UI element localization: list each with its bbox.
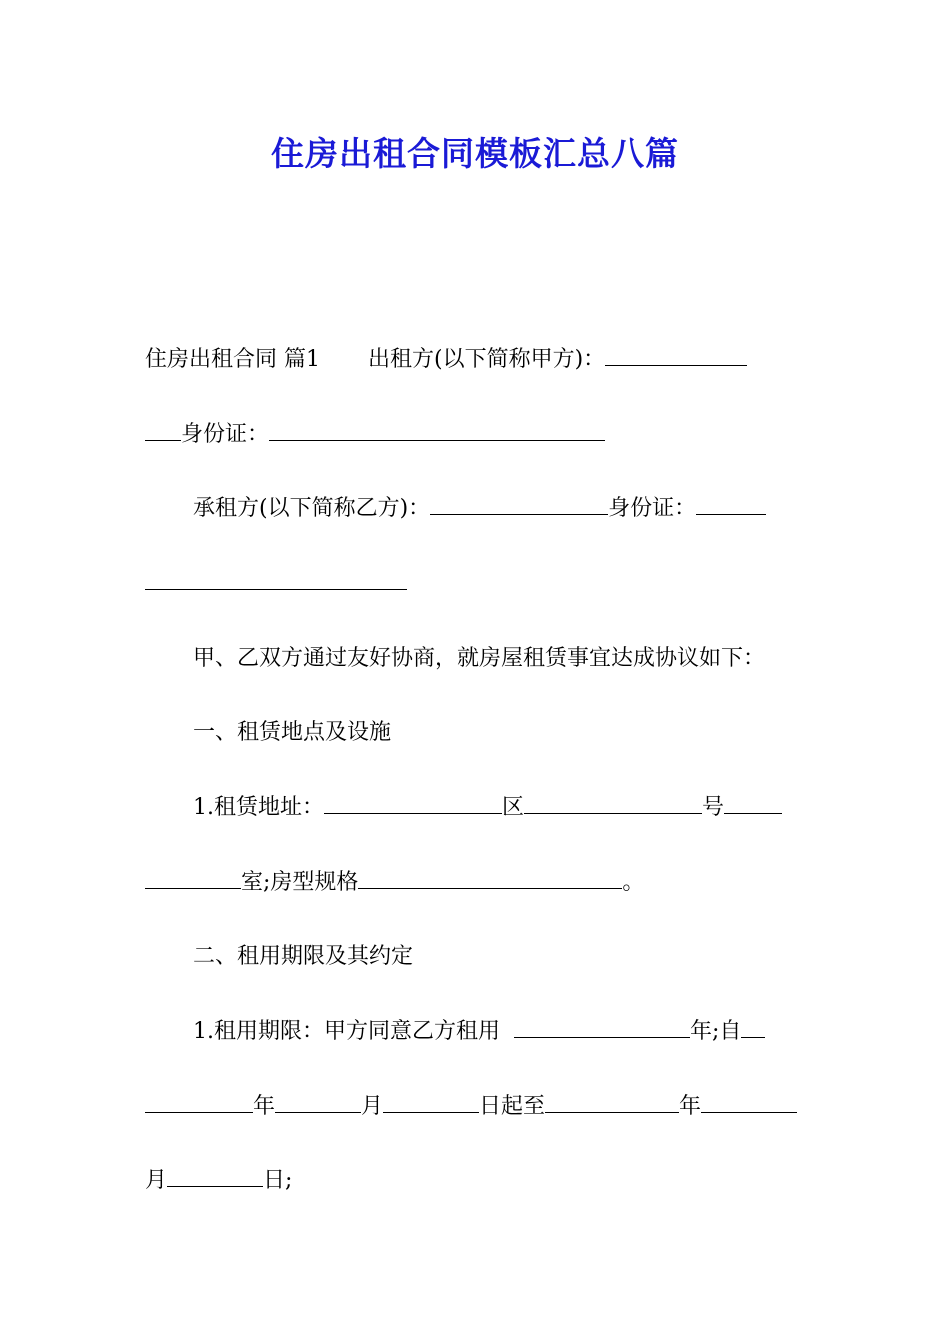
text-line-room (145, 868, 644, 898)
section-heading-2 (193, 942, 413, 972)
section-2-title: 二、租用期限及其约定 (193, 944, 414, 969)
end-year-blank (545, 1092, 679, 1113)
contract-heading: 住房出租合同 篇1 (145, 347, 320, 372)
section-1-title: 一、租赁地点及设施 (193, 720, 392, 745)
end-year-label: 年 (679, 1094, 702, 1119)
text-line-term (193, 1017, 765, 1047)
room-blank (145, 868, 241, 889)
address-label: 1.租赁地址： (193, 795, 324, 820)
term-years-blank (514, 1017, 690, 1038)
lessee-id-blank (696, 494, 766, 515)
start-month-label: 月 (361, 1094, 384, 1119)
text-line-address (193, 793, 782, 823)
text-line-agreement (193, 644, 765, 674)
end-month-blank (701, 1092, 797, 1113)
section-heading-1 (193, 718, 391, 748)
lessor-name-blank (605, 345, 747, 366)
document-title: 住房出租合同模板汇总八篇 (271, 134, 679, 173)
room-type-blank (358, 868, 622, 889)
lessor-label: 出租方(以下简称甲方)： (368, 347, 606, 372)
lessee-name-blank (430, 494, 608, 515)
agreement-text: 甲、乙双方通过友好协商，就房屋租赁事宜达成协议如下： (193, 646, 766, 671)
period-mark: 。 (622, 870, 645, 895)
text-line-lessor (145, 345, 747, 375)
lessee-id-blank-cont (145, 569, 407, 590)
end-day-label: 日; (263, 1168, 293, 1193)
text-line-lessee-id-cont (145, 569, 407, 599)
start-year-label: 年 (253, 1094, 276, 1119)
end-month-label: 月 (145, 1168, 168, 1193)
start-day-label: 日起至 (479, 1094, 546, 1119)
end-day-blank (167, 1166, 263, 1187)
number-blank (724, 793, 782, 814)
term-year-from: 年;自 (690, 1019, 742, 1044)
start-year-blank (741, 1017, 765, 1038)
text-line-lessor-id (145, 420, 605, 450)
start-month-blank (275, 1092, 361, 1113)
district-label: 区 (502, 795, 525, 820)
number-label: 号 (702, 795, 725, 820)
room-label: 室;房型规格 (241, 870, 359, 895)
lessor-name-blank-cont (145, 420, 181, 441)
text-line-lessee (193, 494, 766, 524)
lessor-id-label: 身份证： (181, 422, 270, 447)
text-line-end-day (145, 1166, 292, 1196)
lessee-id-label: 身份证： (608, 496, 697, 521)
address-blank (324, 793, 502, 814)
district-blank (524, 793, 702, 814)
start-year-blank-cont (145, 1092, 253, 1113)
lessor-id-blank (269, 420, 605, 441)
text-line-dates (145, 1092, 797, 1122)
start-day-blank (383, 1092, 479, 1113)
lessee-label: 承租方(以下简称乙方)： (193, 496, 431, 521)
term-label: 1.租用期限：甲方同意乙方租用 (193, 1019, 500, 1044)
